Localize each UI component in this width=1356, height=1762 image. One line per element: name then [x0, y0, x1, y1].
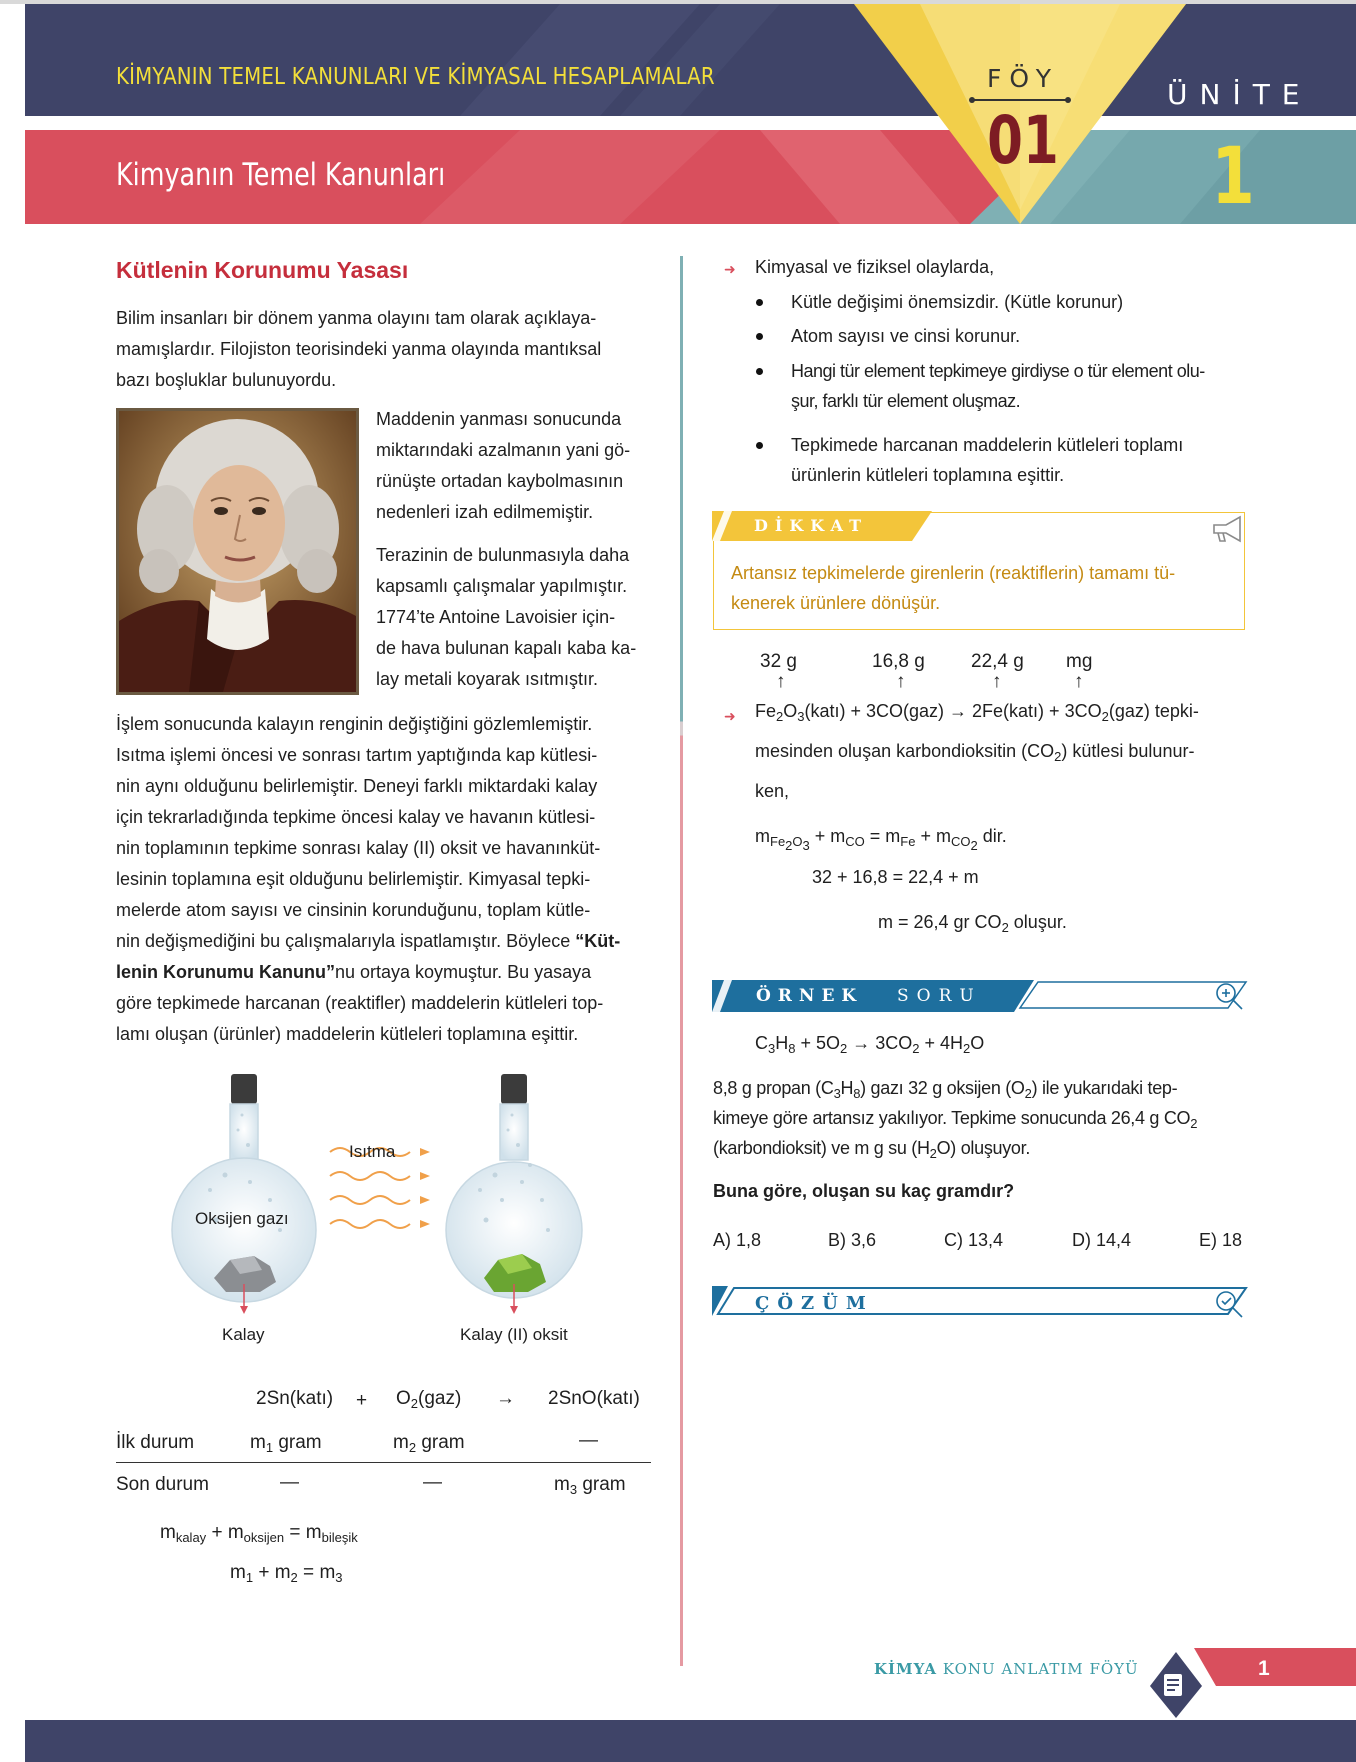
- table-arrow: →: [496, 1388, 515, 1409]
- subscript: [950, 834, 978, 853]
- option-c[interactable]: C) 13,4: [944, 1230, 1004, 1250]
- formula-part: gram: [273, 1432, 322, 1453]
- formula-part: oluşur.: [1008, 912, 1067, 932]
- table-product: 2SnO(katı): [548, 1388, 640, 1409]
- subscript: 1: [245, 1570, 254, 1585]
- cozum-label: ÇÖZÜM: [755, 1293, 874, 1314]
- notebook-icon: [1164, 1674, 1182, 1696]
- up-arrow-icon: ↑: [776, 671, 786, 692]
- bullet-dot-icon: [756, 442, 763, 449]
- text-line: Terazinin de bulunmasıyla daha: [376, 545, 630, 565]
- formula-part: m: [230, 1562, 246, 1583]
- flask-before-icon: [172, 1074, 316, 1314]
- formula-part: +: [915, 826, 936, 846]
- footer-band: [25, 1720, 1356, 1762]
- subscript: 2: [785, 838, 793, 853]
- subscript: 8: [788, 1041, 796, 1056]
- formula-part: O: [970, 1033, 985, 1053]
- calc-line: 32 + 16,8 = 22,4 + m: [812, 867, 979, 887]
- side-paragraph-2: [376, 540, 666, 695]
- formula-part: (gaz) tepki-: [1108, 701, 1199, 721]
- formula-part: → 3CO: [847, 1033, 913, 1053]
- initial-product-mass: —: [579, 1430, 598, 1451]
- arrow-bullet-icon: ➜: [724, 261, 736, 277]
- text-line: rünüşte ortadan kaybolmasının: [376, 471, 624, 491]
- subscript: 2: [408, 1440, 417, 1455]
- final-product-mass: [554, 1474, 626, 1496]
- text-span: 8,8 g propan (C: [713, 1078, 834, 1098]
- soru-label: SORU: [897, 986, 982, 1006]
- text-line: lesinin toplamına eşit olduğunu belirlemiştir. Kimyasal tepki-: [116, 869, 591, 889]
- footer-title: KONU ANLATIM FÖYÜ: [937, 1660, 1139, 1678]
- formula-part: + 5O: [795, 1033, 840, 1053]
- formula-part: m: [885, 826, 901, 846]
- formula-part: m = 26,4 gr CO: [878, 912, 1002, 932]
- foy-label: FÖY: [987, 64, 1059, 93]
- table-divider: [116, 1462, 651, 1463]
- calc-result: [878, 912, 1067, 933]
- footer-brand: KİMYA: [874, 1660, 938, 1678]
- subscript: 2: [1054, 749, 1062, 764]
- subscript: 2: [776, 709, 784, 724]
- foy-number: 01: [987, 102, 1059, 179]
- dikkat-text: [731, 558, 1231, 618]
- formula-part: m: [393, 1432, 409, 1453]
- text-span: ) gazı 32 g oksijen (O: [860, 1078, 1025, 1098]
- subscript: bileşik: [321, 1530, 358, 1545]
- text-span: H: [840, 1078, 854, 1098]
- option-a[interactable]: A) 1,8: [713, 1230, 762, 1250]
- subscript: CO: [845, 834, 865, 849]
- table-reactant-2: [396, 1388, 461, 1410]
- formula-part: +: [206, 1522, 228, 1543]
- bullet-dot-icon: [756, 368, 763, 375]
- tin-oxide-label: Kalay (II) oksit: [460, 1325, 568, 1344]
- formula-part: + 4H: [919, 1033, 964, 1053]
- law-name-bold: lenin Korunumu Kanunu”: [116, 962, 335, 982]
- row-label-initial: İlk durum: [116, 1432, 195, 1453]
- bullet-item: Kütle değişimi önemsizdir. (Kütle korunur): [791, 292, 1124, 312]
- subscript: 2: [963, 1041, 971, 1056]
- subscript: 3: [768, 1041, 776, 1056]
- formula-part: O: [792, 834, 803, 849]
- subscript: 2: [1024, 1086, 1032, 1101]
- reaction-continuation: [755, 741, 1194, 762]
- subscript: 2: [840, 1041, 848, 1056]
- flask-after-icon: [446, 1074, 582, 1314]
- subscript: 2: [912, 1041, 920, 1056]
- text-line: için tekrarladığında tepkime öncesi kalay ve havanın kütlesi-: [116, 807, 596, 827]
- subscript: oksijen: [243, 1530, 285, 1545]
- mass-equation-words: [160, 1522, 358, 1544]
- mass-equation-symbols: [230, 1562, 343, 1584]
- formula-part: dir.: [977, 826, 1007, 846]
- reaction-equation: [755, 701, 1199, 722]
- ornek-label: ÖRNEK: [756, 986, 864, 1006]
- row-label-final: Son durum: [116, 1474, 209, 1495]
- lead-text: Kimyasal ve fiziksel olaylarda,: [755, 257, 995, 277]
- text-span: nu ortaya koymuştur. Bu yasaya: [334, 962, 592, 982]
- subscript: Fe: [900, 834, 916, 849]
- subscript: 2: [970, 838, 978, 853]
- section-heading: Kütlenin Korunumu Yasası: [116, 257, 409, 283]
- page-number: 1: [1258, 1657, 1270, 1680]
- table-plus: +: [356, 1390, 368, 1411]
- final-oxygen-mass: —: [423, 1472, 442, 1493]
- formula-part: C: [755, 1033, 768, 1053]
- mass-label: 32 g: [760, 651, 797, 672]
- formula-part: +: [809, 826, 831, 846]
- heat-label: Isıtma: [349, 1142, 396, 1161]
- text-line: mamışlardır. Filojiston teorisindeki yanma olayında mantıksal: [116, 339, 602, 359]
- formula-part: =: [284, 1522, 306, 1543]
- bullet-item: [791, 356, 1251, 416]
- text-line: Isıtma işlemi öncesi ve sonrası tartım yaptığında kap kütlesi-: [116, 745, 598, 765]
- text-line: kenerek ürünlere dönüşür.: [731, 593, 941, 613]
- formula-part: m: [319, 1562, 336, 1583]
- formula-part: (gaz): [418, 1388, 462, 1409]
- subscript: 2: [1101, 709, 1109, 724]
- text-line: de hava bulunan kapalı kaba ka-: [376, 638, 637, 658]
- lavoisier-portrait: [116, 408, 359, 695]
- text-line: Maddenin yanması sonucunda: [376, 409, 622, 429]
- formula-part: =: [297, 1562, 320, 1583]
- megaphone-icon: [1214, 517, 1240, 541]
- question-text: Buna göre, oluşan su kaç gramdır?: [713, 1181, 1015, 1201]
- body-paragraph: [116, 709, 666, 1050]
- text-line: nin toplamının tepkime sonrası kalay (II) oksit ve havanınküt-: [116, 838, 601, 858]
- text-line: 1774’te Antoine Lavoisier için-: [376, 607, 616, 627]
- text-line: melerde atom sayısı ve cinsinin korunduğunu, toplam kütle-: [116, 900, 591, 920]
- problem-equation: [755, 1033, 984, 1054]
- subscript: 3: [802, 838, 810, 853]
- law-name-bold: “Küt-: [575, 931, 621, 951]
- text-line: Bilim insanları bir dönem yanma olayını tam olarak açıklaya-: [116, 308, 597, 328]
- unite-number: 1: [1211, 132, 1255, 222]
- oxygen-label: Oksijen gazı: [195, 1209, 289, 1228]
- bullet-dot-icon: [756, 333, 763, 340]
- text-line: [116, 957, 666, 988]
- text-line: [116, 926, 666, 957]
- text-line: [713, 1133, 1253, 1163]
- arrow-bullet-icon: ➜: [724, 708, 736, 724]
- text-line: Hangi tür element tepkimeye girdiyse o tür element olu-: [791, 361, 1205, 381]
- text-span: ) ile yukarıdaki tep-: [1031, 1078, 1178, 1098]
- portrait-image: [119, 411, 356, 692]
- unit-title: KİMYANIN TEMEL KANUNLARI VE KİMYASAL HESAPLAMALAR: [116, 64, 715, 90]
- formula-part: O: [783, 701, 798, 721]
- text-line: Artansız tepkimelerde girenlerin (reaktiflerin) tamamı tü-: [731, 563, 1176, 583]
- mass-label: 16,8 g: [872, 651, 925, 672]
- option-e[interactable]: E) 18: [1199, 1230, 1243, 1250]
- formula-part: m: [935, 826, 951, 846]
- mass-balance-equation: [755, 826, 1007, 853]
- formula-part: H: [775, 1033, 789, 1053]
- text-line: miktarındaki azalmanın yani gö-: [376, 440, 631, 460]
- formula-part: +: [253, 1562, 275, 1583]
- formula-part: m: [274, 1562, 291, 1583]
- formula-part: mesinden oluşan karbondioksitin (CO: [755, 741, 1055, 761]
- text-span: kimeye göre artansız yakılıyor. Tepkime sonucunda 26,4 g CO: [713, 1108, 1191, 1128]
- formula-part: m: [160, 1522, 176, 1543]
- subscript: 8: [853, 1086, 861, 1101]
- footer-text: [874, 1660, 1139, 1678]
- text-line: lay metali koyarak ısıtmıştır.: [376, 669, 599, 689]
- text-line: ürünlerin kütleleri toplamına eşittir.: [791, 465, 1065, 485]
- initial-tin-mass: [250, 1432, 322, 1454]
- formula-part: gram: [577, 1474, 626, 1495]
- formula-part: CO: [950, 834, 971, 849]
- column-divider: [680, 256, 683, 1666]
- final-tin-mass: —: [280, 1472, 299, 1493]
- text-span: (karbondioksit) ve m g su (H: [713, 1138, 930, 1158]
- formula-part: gram: [416, 1432, 465, 1453]
- subscript: 1: [265, 1440, 274, 1455]
- text-line: göre tepkimede harcanan (reaktifler) maddelerin kütleleri top-: [116, 993, 604, 1013]
- mass-label: 22,4 g: [971, 651, 1024, 672]
- text-line: Tepkimede harcanan maddelerin kütleleri toplamı: [791, 435, 1184, 455]
- section-title: Kimyanın Temel Kanunları: [116, 157, 446, 193]
- subscript: 3: [335, 1570, 343, 1585]
- option-b[interactable]: B) 3,6: [828, 1230, 877, 1250]
- bullet-item: Atom sayısı ve cinsi korunur.: [791, 326, 1021, 346]
- up-arrow-icon: ↑: [992, 671, 1002, 692]
- dikkat-label: DİKKAT: [754, 516, 868, 535]
- text-line: lamı oluşan (ürünler) maddelerin kütleleri toplamına eşittir.: [116, 1024, 579, 1044]
- subscript: 2: [410, 1396, 419, 1411]
- text-line: [713, 1103, 1253, 1133]
- formula-part: m: [227, 1522, 244, 1543]
- problem-text: [713, 1073, 1253, 1163]
- formula-part: Fe: [755, 701, 777, 721]
- bullet-dot-icon: [756, 299, 763, 306]
- formula-part: m: [554, 1474, 570, 1495]
- formula-part: O: [396, 1388, 411, 1409]
- bullet-item: [791, 430, 1251, 490]
- text-line: nedenleri izah edilmemiştir.: [376, 502, 594, 522]
- text-span: O) oluşuyor.: [936, 1138, 1031, 1158]
- text-line: şur, farklı tür element oluşmaz.: [791, 391, 1021, 411]
- text-line: İşlem sonucunda kalayın renginin değiştiğini gözlemlemiştir.: [116, 714, 593, 734]
- formula-part: (katı) + 3CO(gaz) → 2Fe(katı) + 3CO: [804, 701, 1102, 721]
- formula-part: =: [864, 826, 886, 846]
- subscript: [770, 834, 810, 853]
- unite-label: ÜNİTE: [1167, 78, 1312, 111]
- subscript: 3: [833, 1086, 841, 1101]
- initial-oxygen-mass: [393, 1432, 465, 1454]
- formula-part: m: [305, 1522, 322, 1543]
- text-span: nin değişmediğini bu çalışmalarıyla ispatlamıştır. Böylece: [116, 931, 571, 951]
- table-reactant-1: 2Sn(katı): [256, 1388, 334, 1409]
- up-arrow-icon: ↑: [896, 671, 906, 692]
- text-line: bazı boşluklar bulunuyordu.: [116, 370, 337, 390]
- header-decoration: [0, 0, 1356, 230]
- subscript: 3: [797, 709, 805, 724]
- footer-decoration: [1150, 1648, 1356, 1720]
- formula-part: m: [830, 826, 846, 846]
- up-arrow-icon: ↑: [1074, 671, 1084, 692]
- mass-label: mg: [1066, 651, 1093, 672]
- text-line: kapsamlı çalışmalar yapılmıştır.: [376, 576, 628, 596]
- text-line: [713, 1073, 1253, 1103]
- formula-part: m: [250, 1432, 266, 1453]
- formula-part: m: [755, 826, 770, 846]
- subscript: 2: [290, 1570, 298, 1585]
- subscript: kalay: [175, 1530, 207, 1545]
- subscript: 2: [929, 1146, 937, 1161]
- side-paragraph-1: [376, 404, 666, 528]
- subscript: 3: [569, 1482, 578, 1497]
- formula-part: ) kütlesi bulunur-: [1061, 741, 1195, 761]
- subscript: 2: [1190, 1116, 1198, 1131]
- reaction-continuation: ken,: [755, 781, 790, 801]
- intro-paragraph: [116, 303, 656, 396]
- formula-part: Fe: [770, 834, 786, 849]
- subscript: 2: [1001, 920, 1009, 935]
- tin-label: Kalay: [222, 1325, 265, 1344]
- option-d[interactable]: D) 14,4: [1072, 1230, 1132, 1250]
- text-line: nin aynı olduğunu belirlemiştir. Deneyi farklı miktardaki kalay: [116, 776, 598, 796]
